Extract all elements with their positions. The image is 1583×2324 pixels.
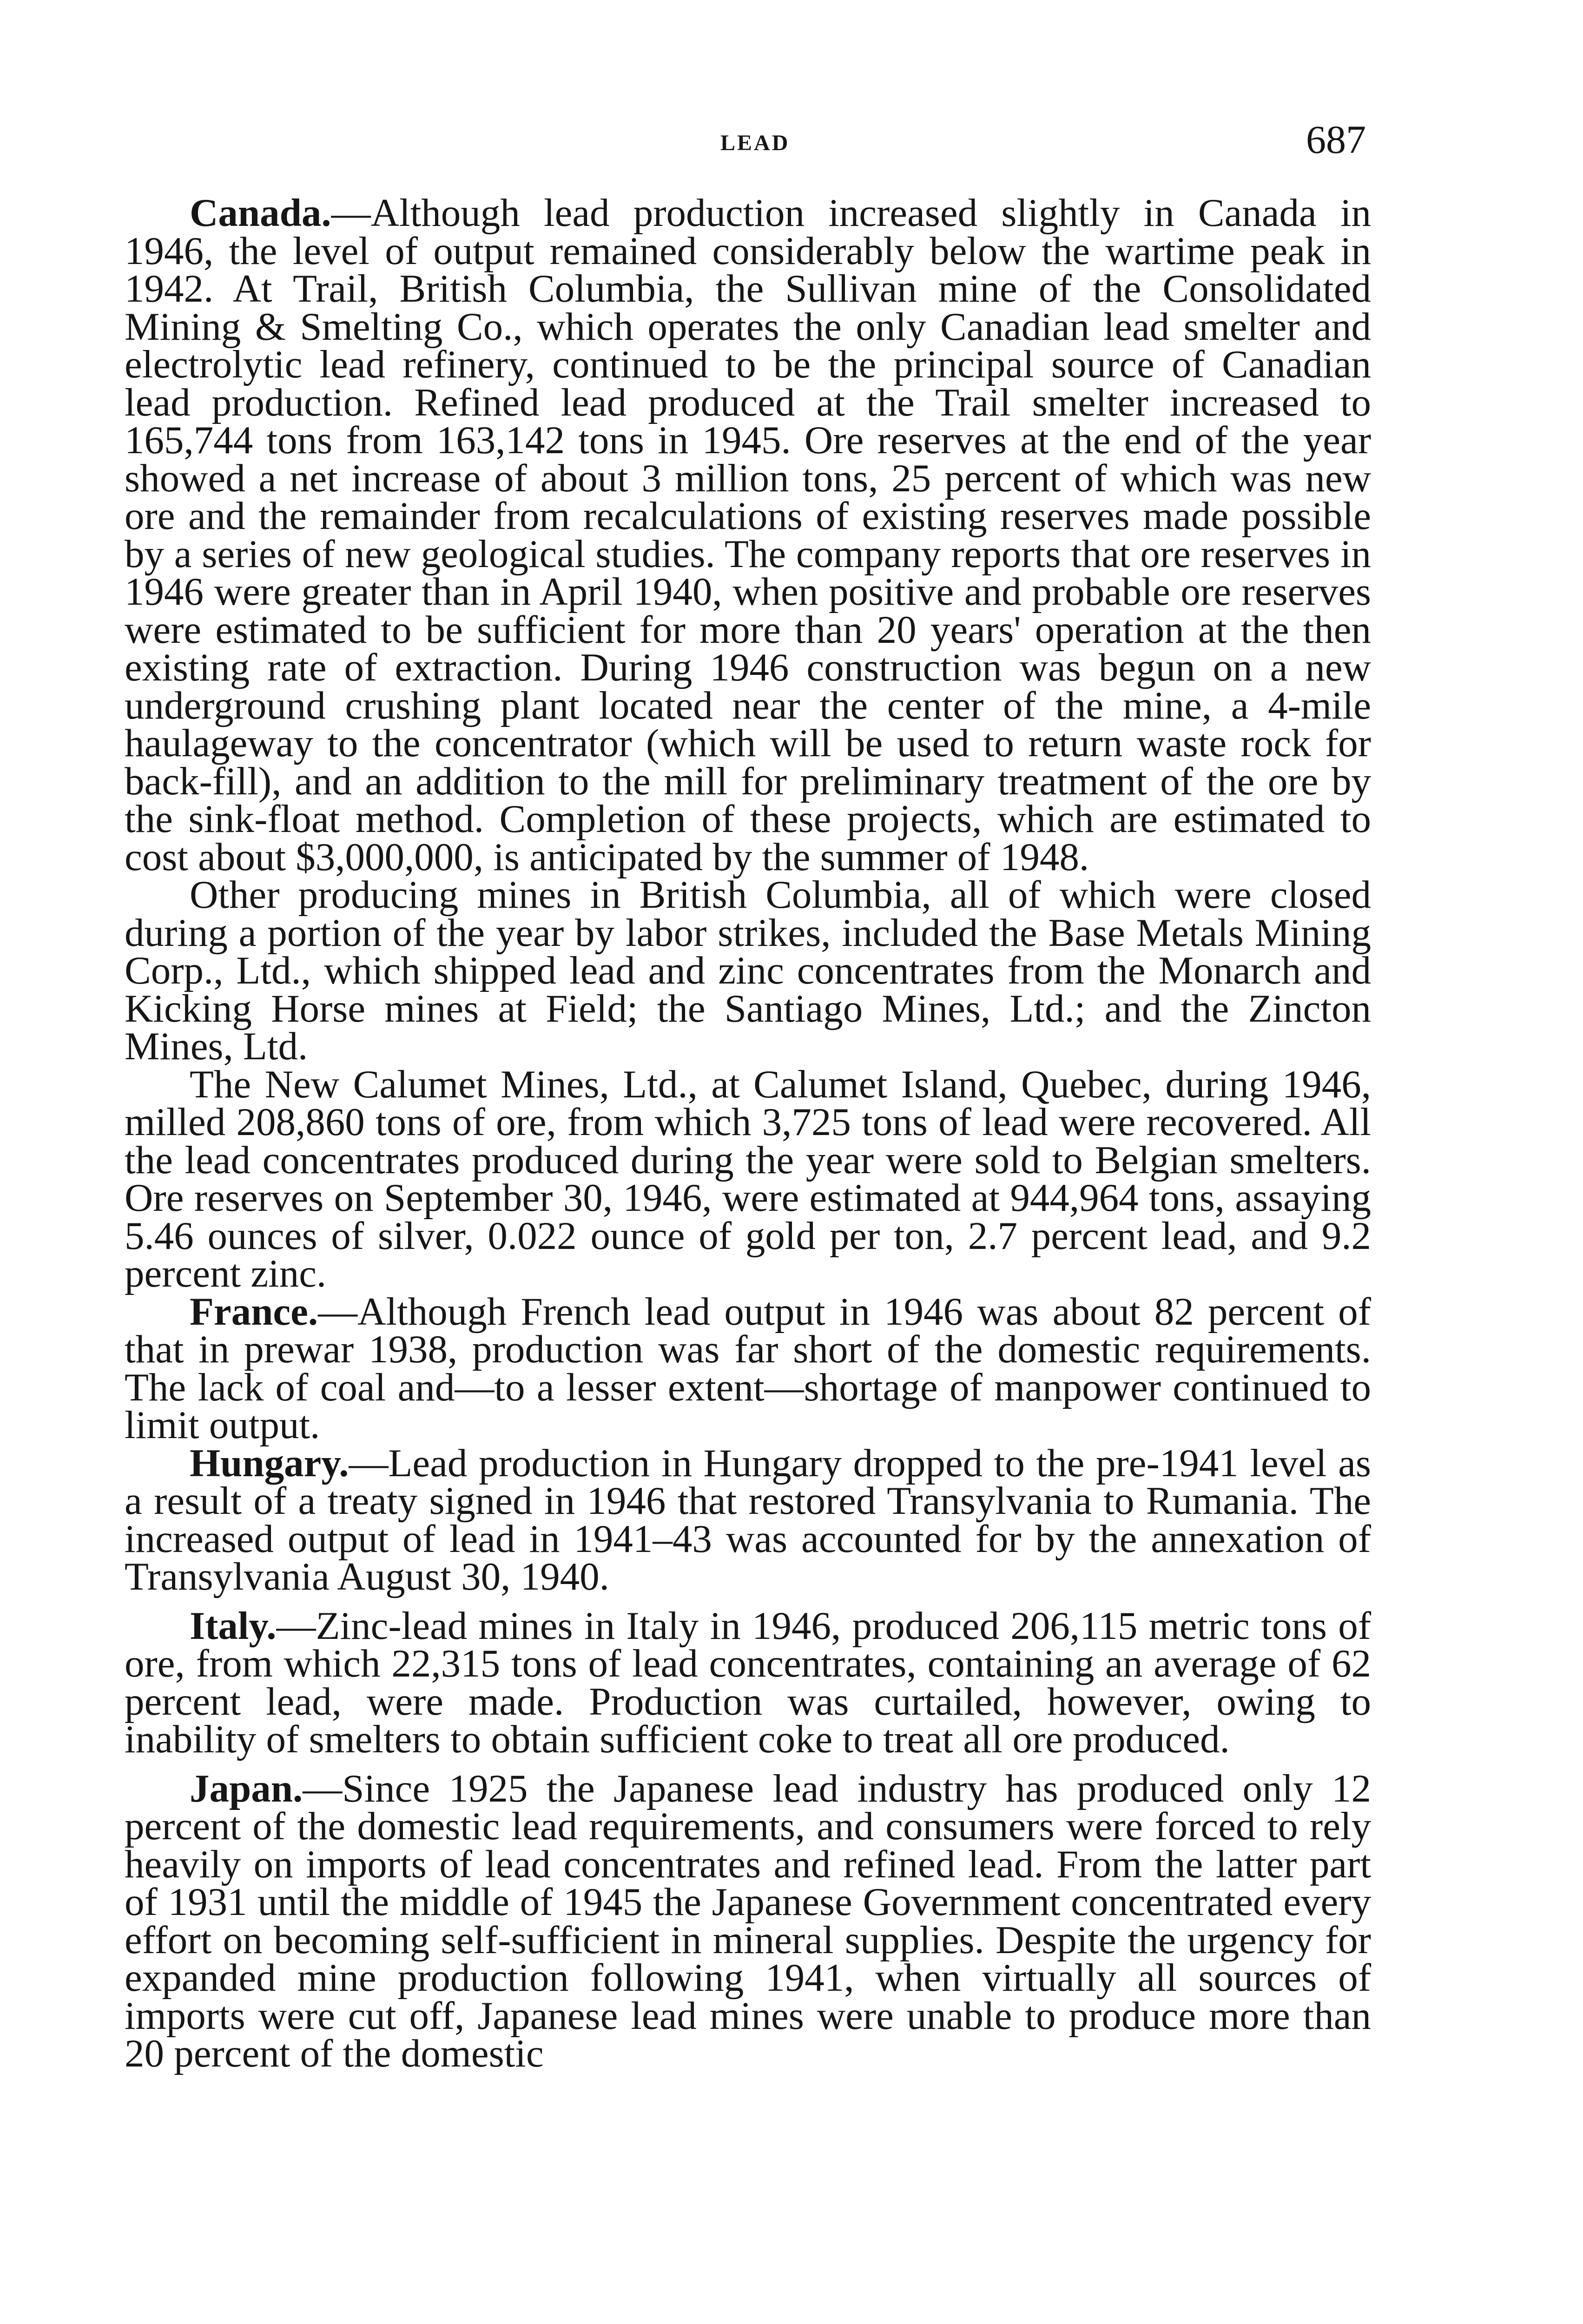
paragraph-hungary	[125, 1441, 1371, 1598]
paragraph-italy	[125, 1604, 1371, 1761]
section-lead-in-italy: Italy.	[190, 1604, 277, 1648]
body-text	[125, 191, 1371, 2075]
paragraph-text: —Zinc-lead mines in Italy in 1946, produced 206,115 metric tons of ore, from which 22,315 tons of lead concentrates, containing an average of 62 percent lead, were made. Production was curtailed, however, owing to inability of smelters to obtain sufficient coke to treat all ore produced.	[125, 1604, 1371, 1761]
paragraph-text: Other producing mines in British Columbia, all of which were closed during a portion of the year by labor strikes, included the Base Metals Mining Corp., Ltd., which shipped lead and zinc concentrates from the Monarch and Kicking Horse mines at Field; the Santiago Mines, Ltd.; and the Zincton Mines, Ltd.	[125, 873, 1371, 1068]
running-title: LEAD	[720, 131, 790, 155]
paragraph-new-calumet-mines	[125, 1062, 1371, 1295]
section-lead-in-canada: Canada.	[190, 191, 331, 235]
section-lead-in-hungary: Hungary.	[190, 1441, 349, 1485]
paragraph-text: —Although lead production increased slightly in Canada in 1946, the level of output remained considerably below the wartime peak in 1942. At Trail, British Columbia, the Sullivan mine of the Consolidated Mining & Smelting Co., which operates the only Canadian lead smelter and electrolytic lead refinery, continued to be the principal source of Canadian lead production. Refined lead produced at the Trail smelter increased to 165,744 tons from 163,142 tons in 1945. Ore reserves at the end of the year showed a net increase of about 3 million tons, 25 percent of which was new ore and the remainder from recalculations of existing reserves made possible by a series of new geological studies. The company reports that ore reserves in 1946 were greater than in April 1940, when positive and probable ore reserves were estimated to be sufficient for more than 20 years' operation at the then existing rate of extraction. During 1946 construction was begun on a new underground crushing plant located near the center of the mine, a 4-mile haulageway to the concentrator (which will be used to return waste rock for back-fill), and an addition to the mill for preliminary treatment of the ore by the sink-float method. Completion of these projects, which are estimated to cost about $3,000,000, is anticipated by the summer of 1948.	[125, 191, 1371, 879]
paragraph-text: —Lead production in Hungary dropped to the pre-1941 level as a result of a treaty signed in 1946 that restored Transylvania to Rumania. The increased output of lead in 1941–43 was accounted for by the annexation of Transylvania August 30, 1940.	[125, 1441, 1371, 1598]
paragraph-canada	[125, 191, 1371, 879]
paragraph-british-columbia-mines	[125, 873, 1371, 1068]
paragraph-text: —Since 1925 the Japanese lead industry has produced only 12 percent of the domestic lead requirements, and consumers were forced to rely heavily on imports of lead concentrates and refined lead. From the latter part of 1931 until the middle of 1945 the Japanese Government concentrated every effort on becoming self-sufficient in mineral supplies. Despite the urgency for expanded mine production following 1941, when virtually all sources of imports were cut off, Japanese lead mines were unable to produce more than 20 percent of the domestic	[125, 1766, 1371, 2075]
section-lead-in-france: France.	[190, 1289, 318, 1334]
paragraph-text: —Although French lead output in 1946 was about 82 percent of that in prewar 1938, production was far short of the domestic requirements. The lack of coal and—to a lesser extent—shortage of manpower continued to limit output.	[125, 1289, 1371, 1447]
paragraph-text: The New Calumet Mines, Ltd., at Calumet Island, Quebec, during 1946, milled 208,860 tons of ore, from which 3,725 tons of lead were recovered. All the lead concentrates produced during the year were sold to Belgian smelters. Ore reserves on September 30, 1946, were estimated at 944,964 tons, assaying 5.46 ounces of silver, 0.022 ounce of gold per ton, 2.7 percent lead, and 9.2 percent zinc.	[125, 1062, 1371, 1295]
paragraph-france	[125, 1289, 1371, 1447]
paragraph-japan	[125, 1766, 1371, 2075]
running-header	[0, 116, 1583, 167]
page-number: 687	[1306, 117, 1366, 162]
section-lead-in-japan: Japan.	[190, 1766, 303, 1810]
